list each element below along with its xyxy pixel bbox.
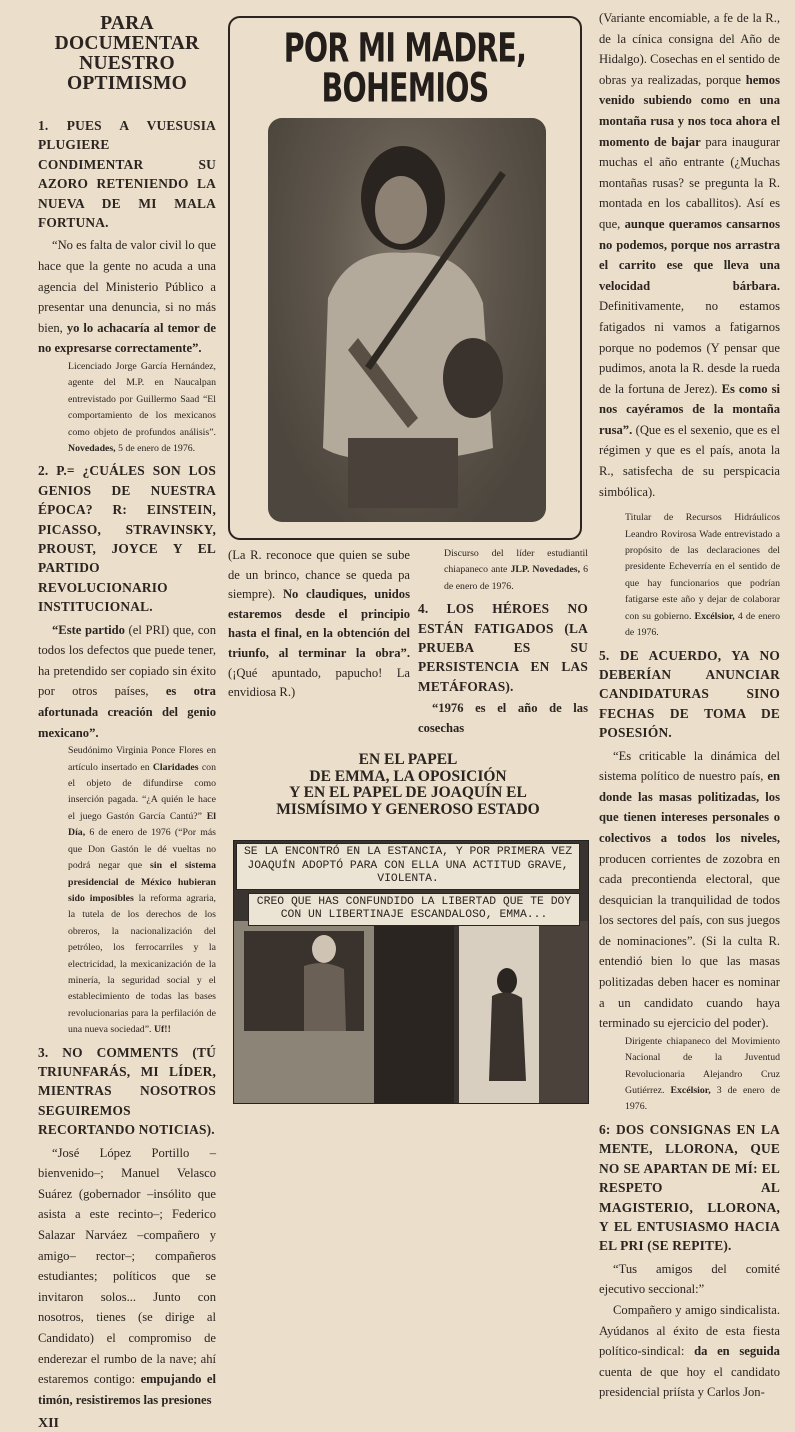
- column-right: [599, 8, 780, 1403]
- headline-line: Y EN EL PAPEL DE JOAQUÍN EL: [289, 784, 527, 802]
- item-2-source: [68, 743, 216, 1038]
- middle-stack: [228, 546, 588, 1104]
- text-run: 6 de enero de 1976.: [444, 564, 588, 592]
- bold-text-run: Es como si nos cayéramos de la montaña rusa”.: [599, 381, 781, 437]
- text-run: Licenciado Jorge García Hernández, agente del M.P. en Naucalpan entrevistado por Guillermo Saad “El comportamiento de los mexicanos como objeto de profundos análisis”.: [68, 361, 216, 438]
- middle-right-column: [418, 546, 588, 738]
- feature-banner-area: [230, 24, 580, 112]
- text-run: (el PRI) que, con todos los defectos que puede tener, ha pretendido ser copiado sin éxito por otros países,: [38, 622, 217, 699]
- bold-text-run: es otra afortunada creación del genio mexicano”.: [38, 684, 216, 740]
- comic-captions: [236, 843, 580, 926]
- item-2-heading: 2. P.= ¿CUÁLES SON LOS GENIOS DE NUESTRA ÉPOCA? R: EINSTEIN, PICASSO, STRAVINSKY, PROUST, JOYCE Y EL PARTIDO REVOLUCIONARIO INSTITUCIONAL.: [38, 463, 216, 615]
- text-run: con el objeto de difundirse como inserción pagada. “¿A quién le hace el juego Gastón García Cantú?”: [68, 761, 216, 822]
- text-run: 5 de enero de 1976.: [115, 443, 196, 455]
- text-run: “Tus amigos del comité ejecutivo seccional:”: [599, 1261, 780, 1297]
- text-run: Dirigente chiapaneco del Movimiento Nacional de la Juventud Revolucionaria Alejandro Cruz Gutiérrez.: [625, 1035, 780, 1097]
- portrait-figure-icon: [268, 118, 546, 522]
- text-run: “Es criticable la dinámica del sistema político de nuestro país,: [599, 748, 780, 784]
- comic-headline: [228, 752, 588, 818]
- item-1-source: [68, 359, 216, 457]
- bold-text-run: en donde las masas politizadas, los que tienen intereses personales o colectivos a todos los niveles,: [599, 769, 780, 845]
- text-run: 6 de enero de 1976 (“Por más que Don Gastón le dé vueltas no podrá negar que: [68, 827, 216, 872]
- item-5-heading: 5. DE ACUERDO, YA NO DEBERÍAN ANUNCIAR CANDIDATURAS SINO FECHAS DE TOMA DE POSESIÓN.: [599, 647, 780, 741]
- bold-text-run: Excélsior,: [670, 1085, 711, 1097]
- item-6-heading: 6: DOS CONSIGNAS EN LA MENTE, LLORONA, QUE NO SE APARTAN DE MÍ: EL RESPETO AL MAGISTERIO, LLORONA, Y EL ENTUSIASMO HACIA EL PRI (SE REPITE).: [599, 1121, 780, 1254]
- item-3-quote: [38, 1143, 216, 1411]
- section-title: PARA DOCUMENTAR NUESTRO OPTIMISMO: [54, 13, 200, 94]
- item-6-quote: [599, 1300, 780, 1403]
- bold-text-run: sin el sistema presidencial de México hubieran sido imposibles: [68, 860, 216, 904]
- page-number: XII: [38, 1416, 60, 1432]
- text-run: 4 de enero de 1976.: [625, 610, 781, 639]
- text-run: Discurso del líder estudiantil chiapaneco ante: [444, 548, 588, 576]
- text-run: (Variante encomiable, a fe de la R., de la cínica consigna del Año de Hidalgo). Cosechas en el sentido de obras ya realizadas, porque: [599, 11, 780, 87]
- text-run: Seudónimo Virginia Ponce Flores en artículo insertado en: [68, 745, 216, 773]
- text-run: (Que es el sexenio, que es el régimen y que es el país, anota la R., satisfecha de su perspicacia simbólica).: [599, 422, 780, 499]
- portrait-photo: [268, 118, 546, 522]
- item-1-quote: [38, 235, 216, 359]
- item-3-source: [444, 546, 588, 595]
- bold-text-run: da en seguida: [694, 1344, 780, 1359]
- bold-text-run: Uf!!: [153, 1024, 171, 1036]
- item-1-heading: 1. PUES A VUESUSIA PLUGIERE CONDIMENTAR SU AZORO RETENIENDO LA NUEVA DE MI MALA FORTUNA.: [38, 118, 216, 231]
- text-run: cuenta de que hoy el candidato presidencial priísta y Carlos Jon-: [599, 1364, 780, 1400]
- bold-text-run: empujando el timón, resistiremos las presiones: [38, 1372, 216, 1407]
- item-4-quote: [418, 699, 588, 738]
- text-run: Compañero y amigo sindicalista. Ayúdanos al éxito de esta fiesta político-sindical:: [599, 1302, 780, 1359]
- column-left: [38, 14, 216, 1432]
- bold-text-run: aunque queramos cansarnos no podemos, porque nos arrastra el carrito ese que lleva una velocidad bárbara.: [599, 216, 780, 293]
- text-run: producen corrientes de zozobra en cada precontienda electoral, que desquician la tranquilidad de todos los sectores del país, con sus juegos de nominaciones”. (Si la culta R. entendió bien lo que las masas politizadas deben hacer es nominar a un candidato cuando haya terminado su ejercicio del poder).: [599, 851, 780, 1031]
- bold-text-run: Excélsior,: [694, 610, 735, 622]
- item-5-quote: [599, 746, 780, 1034]
- feature-banner: POR MI MADRE, BOHEMIOS: [283, 24, 527, 111]
- text-run: para inaugurar muchas el año entrante (¿Muchas montañas rusas? se pregunta la R. montada en los caballitos). Así es que,: [599, 134, 780, 231]
- item-3-heading: 3. NO COMMENTS (TÚ TRIUNFARÁS, MI LÍDER, MIENTRAS NOSOTROS SEGUIREMOS RECORTANDO NOTICIAS).: [38, 1044, 216, 1138]
- text-run: “No es falta de valor civil lo que hace que la gente no acuda a una agencia del Ministerio Público a presentar una denuncia, si no más bien,: [38, 238, 217, 335]
- item-4-heading: 4. LOS HÉROES NO ESTÁN FATIGADOS (LA PRUEBA ES SU PERSISTENCIA EN LAS METÁFORAS).: [418, 601, 588, 694]
- item-6-quote-intro: [599, 1259, 780, 1300]
- bold-text-run: No claudiques, unidos estaremos desde el principio hasta el final, en la obtención del triunfo, al terminar la obra”.: [228, 587, 411, 660]
- headline-line: EN EL PAPEL: [358, 751, 458, 769]
- bold-text-run: hemos venido subiendo como en una montaña rusa y nos toca ahora el momento de bajar: [599, 72, 780, 149]
- middle-text-row: [228, 546, 588, 738]
- bold-text-run: “1976 es el año de las cosechas: [418, 701, 588, 735]
- bold-text-run: yo lo achacaría al temor de no expresarse correctamente”.: [38, 320, 217, 356]
- feature-photo-box: [228, 16, 582, 540]
- text-run: Titular de Recursos Hidráulicos Leandro Rovirosa Wade entrevistado a propósito de las declaraciones del presidente Echeverría en el sentido de que hay funcionarios que podrían fatigarse este año y dejar de colaborar con su gobierno.: [625, 512, 780, 622]
- middle-left-text: [228, 546, 410, 703]
- item-5-source: [625, 1034, 780, 1116]
- text-run: 3 de enero de 1976.: [625, 1085, 780, 1113]
- text-run: (La R. reconoce que quien se sube de un brinco, chance se queda pa siempre).: [228, 548, 410, 602]
- comic-caption: SE LA ENCONTRÓ EN LA ESTANCIA, Y POR PRIMERA VEZ JOAQUÍN ADOPTÓ PARA CON ELLA UNA ACTITUD GRAVE, VIOLENTA.: [236, 843, 580, 890]
- text-run: “José López Portillo –bienvenido–; Manuel Velasco Suárez (gobernador –insólito que asista a este recinto–; Federico Salazar Narváez –compañero y amigo– rector–; compañeros estudiantes; políticos que se invitaron solos... Junto con nosotros, tienes (se dirige al Candidato) el compromiso de enderezar el rumbo de la nave; ahí estaremos contigo:: [38, 1145, 216, 1387]
- text-run: la reforma agraria, la tutela de los derechos de los obreros, la nacionalización del petróleo, los ferrocarriles y la electricidad, la mexicanización de la minería, la seguridad social y el establecimiento de todas las bases revolucionarias para la perfilación de una nueva sociedad”.: [68, 892, 216, 1036]
- item-2-quote: [38, 620, 216, 744]
- speech-bubble: CREO QUE HAS CONFUNDIDO LA LIBERTAD QUE TE DOY CON UN LIBERTINAJE ESCANDALOSO, EMMA...: [248, 893, 580, 926]
- headline-line: MISMÍSIMO Y GENEROSO ESTADO: [276, 800, 540, 818]
- text-run: Definitivamente, no estamos fatigados ni vamos a fatigarnos porque no podemos (Y pensar que pudimos, anota la R. desde la rueda de la fortuna de Jerez).: [599, 299, 780, 396]
- item-4-source: [625, 510, 780, 641]
- headline-line: DE EMMA, LA OPOSICIÓN: [309, 767, 507, 785]
- item-4-quote-continued: [599, 8, 780, 502]
- bold-text-run: “Este partido: [52, 622, 125, 637]
- text-run: (¡Qué apuntado, papucho! La envidiosa R.): [228, 665, 410, 700]
- bold-text-run: El Día,: [68, 810, 216, 839]
- comic-panel: [233, 840, 589, 1104]
- bold-text-run: JLP. Novedades,: [510, 564, 581, 576]
- bold-text-run: Novedades,: [68, 443, 116, 455]
- bold-text-run: Claridades: [152, 761, 199, 773]
- middle-left-column: [228, 546, 410, 738]
